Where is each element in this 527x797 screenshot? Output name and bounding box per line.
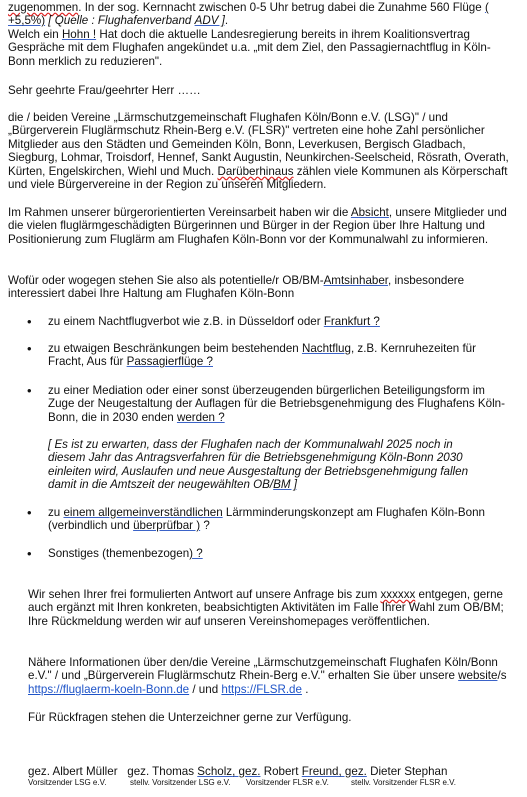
paragraph-question: Wofür oder wogegen stehen Sie also als potentielle/r OB/BM-Amtsinhaber, insbesondere interessiert dabei Ihre Haltung am Flughafen Köln-Bonn bbox=[8, 274, 465, 301]
word-zugenommen: zugenommen bbox=[8, 1, 79, 14]
paragraph-statistics: zugenommen. In der sog. Kernnacht zwischen 0-5 Uhr betrug dabei die Zunahme 560 Flüge ( +5,5%) [ Quelle : Flughafenverband ADV ]. bbox=[8, 1, 489, 28]
paragraph-informationen: Nähere Informationen über den/die Vereine „Lärmschutzgemeinschaft Flughafen Köln/Bonn e.V." / und „Bürgerverein Fluglärmschutz Rhein-Berg e.V." erhalten Sie über unsere website/s https://fluglaerm-koeln-Bonn.de / und https://FLSR.de . bbox=[28, 656, 507, 696]
signature-roles: Vorsitzender LSG e.V. stellv. Vorsitzender LSG e.V. Vorsitzender FLSR e.V. stellv. Vorsitzender FLSR e.V. bbox=[28, 778, 456, 788]
list-item-laermminderungskonzept: • zu einem allgemeinverständlichen Lärmminderungskonzept am Flughafen Köln-Bonn (verbindlich und überprüfbar ) ? bbox=[8, 506, 513, 533]
question-list bbox=[8, 547, 513, 560]
paragraph-vereine: die / beiden Vereine „Lärmschutzgemeinschaft Flughafen Köln/Bonn e.V. (LSG)" / und „Bürgerverein Fluglärmschutz Rhein-Berg e.V. (FLSR)" vertreten eine hohe Zahl persönlicher Mitglieder aus den Städten und Gemeinden Köln, Bonn, Leverkusen, Bergisch Gladbach, Siegburg, Lohmar, Troisdorf, Hennef, Sankt Augustin, Neunkirchen-Seelscheid, Rösrath, Overath, Kürten, Engelskirchen, Wiehl und Much. Darüberhinaus zählen viele Kommunen als Körperschaft und viele Bürgervereine in der Region zu unseren Mitgliedern. bbox=[8, 111, 509, 192]
list-item-mediation: • zu einer Mediation oder einer sonst überzeugenden bürgerlichen Beteiligungsform im Zuge der Neugestaltung der Auflagen für die Betriebsgenehmigung des Flughafens Köln-Bonn, die in 2030 enden werden ? bbox=[8, 384, 513, 424]
list-item-sonstiges: • Sonstiges (themenbezogen) ? bbox=[8, 547, 513, 560]
question-list bbox=[8, 315, 513, 328]
list-item-nachtflugverbot: • zu einem Nachtflugverbot wie z.B. in Düsseldorf oder Frankfurt ? bbox=[8, 315, 513, 328]
quote-betriebsgenehmigung: [ Es ist zu erwarten, dass der Flughafen nach der Kommunalwahl 2025 noch in diesem Jahr das Antragsverfahren für die Betriebsgenehmigung Köln-Bonn 2030 einleiten wird, Auslaufen und neue Ausgestaltung der Betriebsgenehmigung fallen damit in die Amtszeit der neugewählten OB/BM ] bbox=[48, 438, 469, 492]
paragraph-rueckfragen: Für Rückfragen stehen die Unterzeichner gerne zur Verfügung. bbox=[28, 711, 352, 724]
greeting: Sehr geehrte Frau/geehrter Herr …… bbox=[8, 84, 201, 97]
question-list bbox=[8, 506, 513, 533]
question-list bbox=[8, 342, 513, 369]
paragraph-antwort: Wir sehen Ihrer frei formulierten Antwort auf unsere Anfrage bis zum xxxxxx entgegen, gerne auch ergänzt mit Ihren konkreten, beabsichtigten Aktivitäten im Falle Ihrer Wahl zum OB/BM; Ihre Rückmeldung werden wir auf unseren Vereinshomepages veröffentlichen. bbox=[28, 588, 504, 628]
paragraph-absicht: Im Rahmen unserer bürgerorientierten Vereinsarbeit haben wir die Absicht, unsere Mitglieder und die vielen fluglärmgeschädigten Bürgerinnen und Bürger in der Region über Ihre Haltung und Positionierung zum Fluglärm am Flughafen Köln-Bonn vor der Kommunalwahl zu informieren. bbox=[8, 206, 507, 246]
list-item-beschraenkungen: • zu etwaigen Beschränkungen beim bestehenden Nachtflug, z.B. Kernruhezeiten für Fracht, Aus für Passagierflüge ? bbox=[8, 342, 513, 369]
link-fluglaerm-koeln-bonn[interactable]: https://fluglaerm-koeln-Bonn.de bbox=[28, 682, 190, 696]
question-list bbox=[8, 384, 513, 424]
paragraph-hohn: Welch ein Hohn ! Hat doch die aktuelle Landesregierung bereits in ihrem Koalitionsvertrag Gespräche mit dem Flughafen angekündet u.a. „mit dem Ziel, den Passagiernachtflug in Köln-Bonn merklich zu reduzieren". bbox=[8, 28, 491, 68]
signature-block bbox=[28, 765, 527, 788]
signature-names: gez. Albert Müller gez. Thomas Scholz, gez. Robert Freund, gez. Dieter Stephan bbox=[28, 765, 448, 778]
link-flsr[interactable]: https://FLSR.de bbox=[221, 682, 302, 696]
